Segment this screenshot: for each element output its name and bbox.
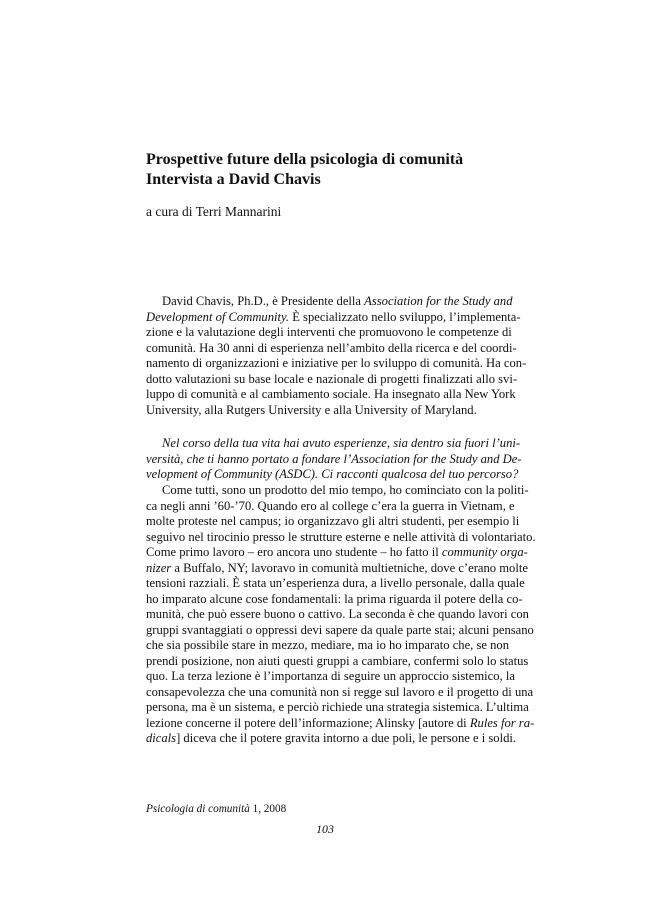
text-line (146, 467, 519, 483)
text-line (146, 684, 534, 701)
text-line (146, 653, 529, 670)
text-run: È specializzato nello sviluppo, l’implementa- (289, 309, 521, 324)
article-title (146, 150, 506, 190)
text-line (146, 622, 534, 639)
text-run: Come primo lavoro – ero ancora uno studente – ho fatto il (146, 545, 442, 559)
journal-issue: 1, 2008 (249, 803, 287, 815)
text-line (146, 514, 520, 530)
intro-paragraph (146, 294, 527, 418)
journal-footer (146, 803, 286, 815)
text-run: Come tutti, sono un prodotto del mio tempo, ho cominciato con la politi- (162, 483, 529, 497)
text-line (146, 436, 521, 452)
text-line (146, 669, 515, 685)
text-run: ] diceva che il potere gravita intorno a due poli, le persone e i soldi. (176, 731, 517, 745)
text-line (146, 700, 529, 716)
text-run: che sia possibile stare in mezzo, mediare, ma io ho imparato che, se non (146, 638, 509, 652)
text-line (146, 451, 522, 468)
text-line (146, 576, 525, 592)
title-line-2: Intervista a David Chavis (146, 171, 321, 188)
text-run: tensioni razziali. È stata un’esperienza dura, a livello personale, dalla quale (146, 576, 525, 590)
journal-name: Psicologia di comunità (146, 803, 250, 815)
text-line (146, 325, 512, 341)
text-run: lezione concerne il potere dell’informazione; Alinsky [autore di (146, 715, 470, 730)
text-run: molte proteste nel campus; io organizzavo gli altri studenti, per esempio li (146, 514, 520, 528)
text-run: gruppi svantaggiati o oppressi devi sapere da quale parte stai; alcuni pensano (146, 622, 534, 637)
italic-run: dicals (146, 731, 177, 745)
italic-run: nizer (146, 560, 172, 575)
text-run: munità, che può essere buono o cattivo. La seconda è che quando lavori con (146, 607, 529, 621)
text-line (146, 715, 535, 732)
italic-run: community orga- (441, 545, 528, 559)
text-run: seguivo nel tirocinio presso le strutture esterne e nelle attività di volontariato. (146, 529, 536, 544)
text-run: University, alla Rutgers University e alla University of Maryland. (146, 402, 477, 417)
text-line (146, 731, 517, 747)
interview-question (146, 436, 522, 483)
interview-answer (146, 483, 536, 747)
text-run: dotto valutazioni su base locale e nazionale di progetti finalizzati allo svi- (146, 371, 518, 386)
text-run: versità, che ti hanno portato a fondare l’Association for the Study and De- (146, 451, 522, 466)
text-line (146, 403, 506, 419)
text-run: luppo di comunità e al cambiamento sociale. Ha insegnato alla New York (146, 387, 516, 401)
text-run: ho imparato alcune cose fondamentali: la prima riguarda il potere della co- (146, 591, 523, 606)
text-line (146, 340, 517, 357)
text-run: persona, ma è un sistema, e perciò richiede una strategia sistemica. L’ultima (146, 700, 529, 714)
text-run: zione e la valutazione degli interventi che promuovono le competenze di (146, 325, 512, 339)
text-run: ca negli anni ’60-’70. Quando ero al college c’era la guerra in Vietnam, e (146, 498, 515, 513)
text-run: quo. La terza lezione è l’importanza di seguire un approccio sistemico, la (146, 669, 515, 683)
text-run: comunità. Ha 30 anni di esperienza nell’ambito della ricerca e del coordi- (146, 340, 517, 355)
text-line (146, 529, 536, 546)
italic-run: Development of Community. (146, 309, 290, 324)
text-line (146, 356, 527, 372)
curated-by: a cura di Terri Mannarini (146, 204, 282, 219)
text-line (146, 607, 529, 623)
title-line-1: Prospettive future della psicologia di comunità (146, 151, 464, 168)
text-line (146, 387, 516, 403)
text-line (146, 638, 509, 654)
text-line (146, 483, 529, 499)
italic-run: Association for the Study and (364, 294, 513, 308)
text-line (146, 560, 528, 577)
text-run: consapevolezza che una comunità non si regge sul lavoro e il progetto di una (146, 684, 534, 699)
text-run: David Chavis, Ph.D., è Presidente della (162, 294, 365, 308)
text-run: a Buffalo, NY; lavoravo in comunità multietniche, dove c’erano molte (171, 560, 528, 575)
text-line (146, 294, 513, 310)
text-line (146, 498, 515, 515)
text-line (146, 545, 528, 561)
text-run: prendi posizione, non aiuti questi gruppi a cambiare, confermi solo lo status (146, 653, 529, 668)
text-run: Nel corso della tua vita hai avuto esperienze, sia dentro sia fuori l’uni- (162, 436, 521, 450)
text-line (146, 371, 518, 388)
text-run: namento di organizzazioni e iniziative per lo sviluppo di comunità. Ha con- (146, 356, 527, 370)
italic-run: Rules for ra- (469, 715, 535, 730)
text-run: velopment of Community (ASDC). Ci racconti qualcosa del tuo percorso? (146, 467, 519, 481)
text-line (146, 591, 523, 608)
text-line (146, 309, 521, 326)
page-number: 103 (316, 822, 334, 836)
